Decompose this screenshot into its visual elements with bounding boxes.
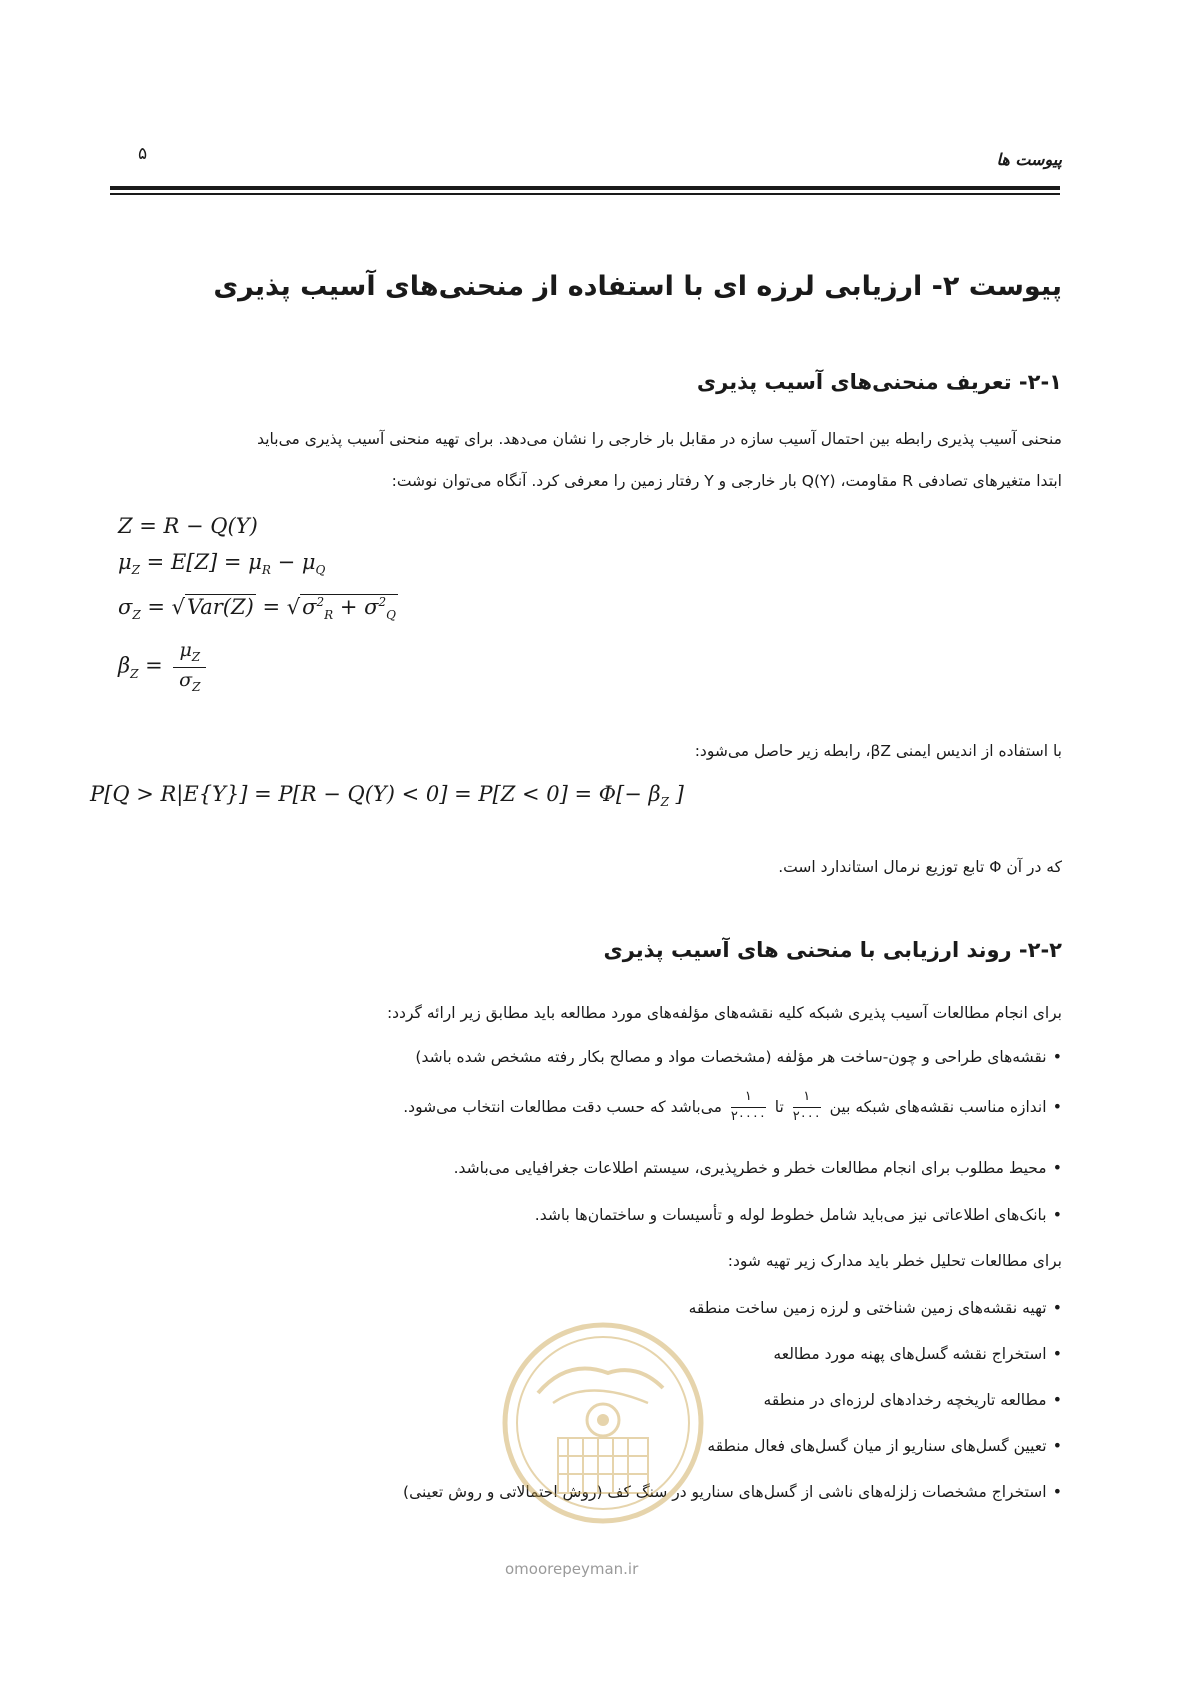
paragraph-hazard-intro: برای مطالعات تحلیل خطر باید مدارک زیر تهیه شود: bbox=[727, 1252, 1062, 1270]
equation-z: Z = R − Q(Y) bbox=[118, 514, 258, 538]
header-rule-thick bbox=[110, 186, 1060, 190]
equation-probability: $P[Q > R|E\{Y\}] = P[R - Q(Y) < 0] = P[Z < 0] = \Phi[- \beta_Z$ ] bbox=[90, 782, 684, 810]
list-item: •نقشه‌های طراحی و چون-ساخت هر مؤلفه (مشخصات مواد و مصالح بکار رفته مشخص شده باشد) bbox=[415, 1047, 1062, 1066]
equation-sigma-z: $\sigma_Z = √Var(Z) = √\sigma^2_R + \sigma^2_Q$ bbox=[118, 595, 396, 623]
bullet: • bbox=[1052, 1158, 1062, 1177]
equation-mu-z: $\mu_Z = E[Z] = \mu_R - \mu_Q$ bbox=[118, 550, 326, 578]
list-item-map-scale: •اندازه مناسب نقشه‌های شبکه بین $\frac{۱}{۲۰۰۰}$ تا $\frac{۱}{۲۰۰۰۰}$ می‌باشد که حسب دقت مطالعات انتخاب می‌شود. bbox=[403, 1089, 1062, 1124]
list-item: •محیط مطلوب برای انجام مطالعات خطر و خطرپذیری، سیستم اطلاعات جغرافیایی می‌باشد. bbox=[453, 1158, 1062, 1177]
bullet: • bbox=[1052, 1205, 1062, 1224]
bullet: • bbox=[1052, 1047, 1062, 1066]
paragraph-maps-intro: برای انجام مطالعات آسیب پذیری شبکه کلیه نقشه‌های مؤلفه‌های مورد مطالعه باید مطابق زیر ارائه گردد: bbox=[386, 1004, 1062, 1022]
list-item: •بانک‌های اطلاعاتی نیز می‌باید شامل خطوط لوله و تأسیسات و ساختمان‌ها باشد. bbox=[534, 1205, 1062, 1224]
bullet: • bbox=[1052, 1482, 1062, 1501]
list-item: •تهیه نقشه‌های زمین شناختی و لرزه زمین ساخت منطقه bbox=[688, 1298, 1062, 1317]
bullet: • bbox=[1052, 1390, 1062, 1409]
bullet: • bbox=[1052, 1436, 1062, 1455]
paragraph-phi-definition: که در آن Φ تابع توزیع نرمال استاندارد است. bbox=[778, 858, 1062, 876]
section-2-1-heading: ۲-۱- تعریف منحنی‌های آسیب پذیری bbox=[696, 370, 1062, 394]
bullet: • bbox=[1052, 1344, 1062, 1363]
section-2-2-heading: ۲-۲- روند ارزیابی با منحنی های آسیب پذیری bbox=[603, 938, 1062, 962]
bullet: • bbox=[1052, 1298, 1062, 1317]
header-rule-thin bbox=[110, 193, 1060, 195]
list-item: •استخراج نقشه گسل‌های پهنه مورد مطالعه bbox=[773, 1344, 1062, 1363]
paragraph-safety-index: با استفاده از اندیس ایمنی βZ، رابطه زیر حاصل می‌شود: bbox=[694, 742, 1062, 760]
paragraph-line-2: ابتدا متغیرهای تصادفی R مقاومت، Q(Y) بار خارجی و Y رفتار زمین را معرفی کرد. آنگاه می‌توان نوشت: bbox=[391, 472, 1062, 490]
paragraph-line-1: منحنی آسیب پذیری رابطه بین احتمال آسیب سازه در مقابل بار خارجی را نشان می‌دهد. برای تهیه منحنی آسیب پذیری می‌باید bbox=[257, 430, 1062, 448]
bullet: • bbox=[1052, 1096, 1062, 1116]
list-item: •مطالعه تاریخچه رخدادهای لرزه‌ای در منطقه bbox=[763, 1390, 1062, 1409]
equation-beta-z: $\beta_Z$ = $\frac{\mu_Z}{\sigma_Z}$ bbox=[118, 640, 210, 694]
watermark-stamp-logo bbox=[498, 1318, 708, 1528]
watermark-site-url: omoorepeyman.ir bbox=[505, 1560, 639, 1578]
running-header-title: پیوست ها bbox=[996, 150, 1062, 169]
list-item: •استخراج مشخصات زلزله‌های ناشی از گسل‌های سناریو در سنگ کف (روش احتمالاتی و روش تعینی) bbox=[403, 1482, 1062, 1501]
appendix-heading: پیوست ۲- ارزیابی لرزه ای با استفاده از منحنی‌های آسیب پذیری bbox=[213, 271, 1062, 302]
fraction-1-2000: $\frac{۱}{۲۰۰۰}$ bbox=[792, 1089, 821, 1124]
list-item: •تعیین گسل‌های سناریو از میان گسل‌های فعال منطقه bbox=[707, 1436, 1062, 1455]
page-number: ۵ bbox=[138, 144, 148, 164]
fraction-1-20000: $\frac{۱}{۲۰۰۰۰}$ bbox=[730, 1089, 766, 1124]
